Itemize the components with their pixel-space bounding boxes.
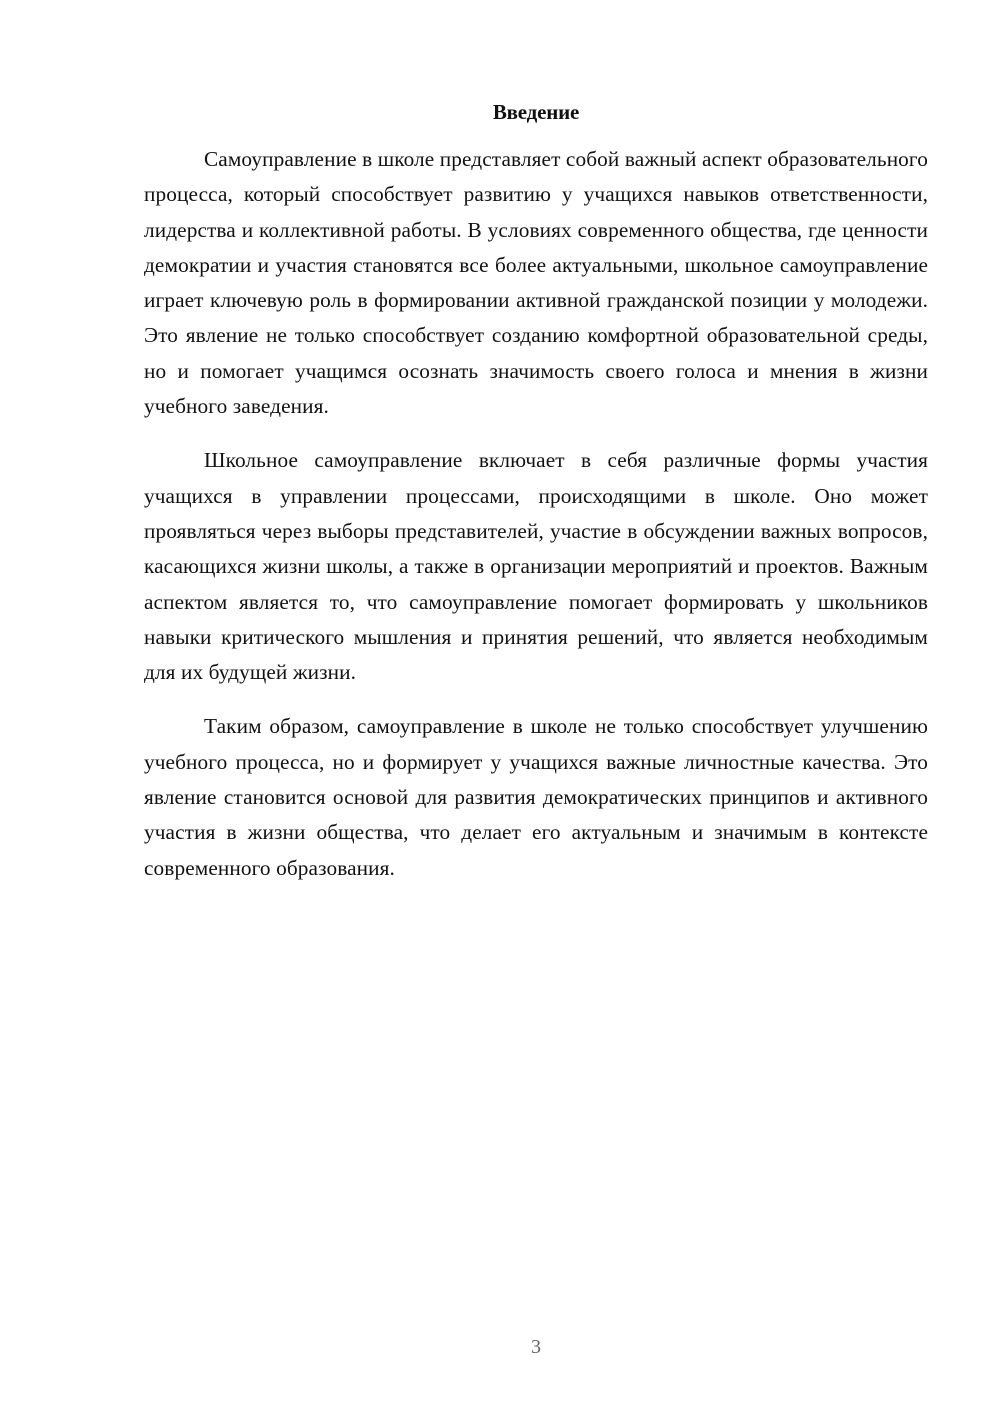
page-number: 3	[531, 1336, 541, 1358]
paragraph-1: Самоуправление в школе представляет собой важный аспект образовательного процесса, который способствует развитию у учащихся навыков ответственности, лидерства и коллективной работы. В условиях современного общества, где ценности демократии и участия становятся все более актуальными, школьное самоуправление играет ключевую роль в формировании активной гражданской позиции у молодежи. Это явление не только способствует созданию комфортной образовательной среды, но и помогает учащимся осознать значимость своего голоса и мнения в жизни учебного заведения.	[144, 147, 928, 419]
paragraph-3: Таким образом, самоуправление в школе не только способствует улучшению учебного процесса, но и формирует у учащихся важные личностные качества. Это явление становится основой для развития демократических принципов и активного участия в жизни общества, что делает его актуальным и значимым в контексте современного образования.	[144, 714, 928, 880]
paragraph-2: Школьное самоуправление включает в себя различные формы участия учащихся в управлении процессами, происходящими в школе. Оно может проявляться через выборы представителей, участие в обсуждении важных вопросов, касающихся жизни школы, а также в организации мероприятий и проектов. Важным аспектом является то, что самоуправление помогает формировать у школьников навыки критического мышления и принятия решений, что является необходимым для их будущей жизни.	[144, 448, 928, 685]
section-heading: Введение	[492, 100, 580, 124]
body-text	[144, 142, 928, 905]
